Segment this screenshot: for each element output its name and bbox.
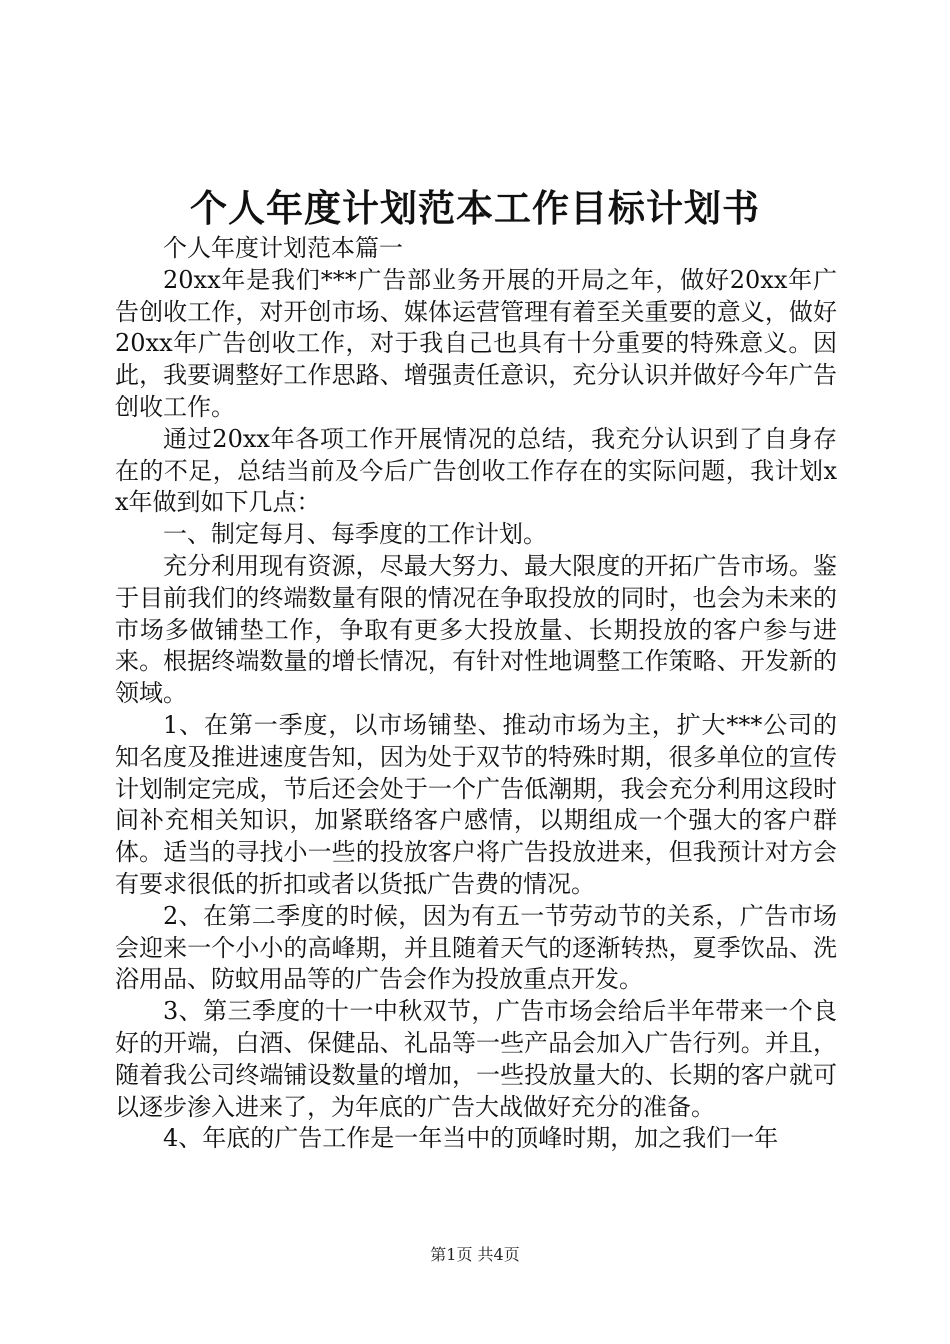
paragraph: 4、年底的广告工作是一年当中的顶峰时期，加之我们一年: [163, 1124, 779, 1153]
section-heading: 一、制定每月、每季度的工作计划。: [163, 520, 547, 549]
paragraph: 充分利用现有资源，尽最大努力、最大限度的开拓广告市场。鉴于目前我们的终端数量有限的情况在争取投放的同时，也会为未来的市场多做铺垫工作，争取有更多大投放量、长期投放的客户参与进来。根据终端数量的增长情况，有针对性地调整工作策略、开发新的领域。: [115, 551, 837, 708]
paragraph: 20xx年是我们***广告部业务开展的开局之年，做好20xx年广告创收工作，对开创市场、媒体运营管理有着至关重要的意义，做好20xx年广告创收工作，对于我自己也具有十分重要的特殊意义。因此，我要调整好工作思路、增强责任意识，充分认识并做好今年广告创收工作。: [115, 265, 837, 421]
document-body: [115, 233, 837, 1155]
paragraph: 3、第三季度的十一中秋双节，广告市场会给后半年带来一个良好的开端，白酒、保健品、礼品等一些产品会加入广告行列。并且，随着我公司终端铺设数量的增加，一些投放量大的、长期的客户就可以逐步渗入进来了，为年底的广告大战做好充分的准备。: [115, 997, 837, 1121]
paragraph: 1、在第一季度，以市场铺垫、推动市场为主，扩大***公司的知名度及推进速度告知，因为处于双节的特殊时期，很多单位的宣传计划制定完成，节后还会处于一个广告低潮期，我会充分利用这段时间补充相关知识，加紧联络客户感情，以期组成一个强大的客户群体。适当的寻找小一些的投放客户将广告投放进来，但我预计对方会有要求很低的折扣或者以货抵广告费的情况。: [115, 710, 837, 898]
paragraph-heading: 个人年度计划范本篇一: [163, 234, 403, 262]
page-indicator: 第1页 共4页: [430, 1245, 520, 1264]
paragraph: 2、在第二季度的时候，因为有五一节劳动节的关系，广告市场会迎来一个小小的高峰期，并且随着天气的逐渐转热，夏季饮品、洗浴用品、防蚊用品等的广告会作为投放重点开发。: [115, 901, 837, 994]
document-title: 个人年度计划范本工作目标计划书: [190, 187, 760, 230]
paragraph: 通过20xx年各项工作开展情况的总结，我充分认识到了自身存在的不足，总结当前及今后广告创收工作存在的实际问题，我计划xx年做到如下几点：: [115, 424, 837, 517]
